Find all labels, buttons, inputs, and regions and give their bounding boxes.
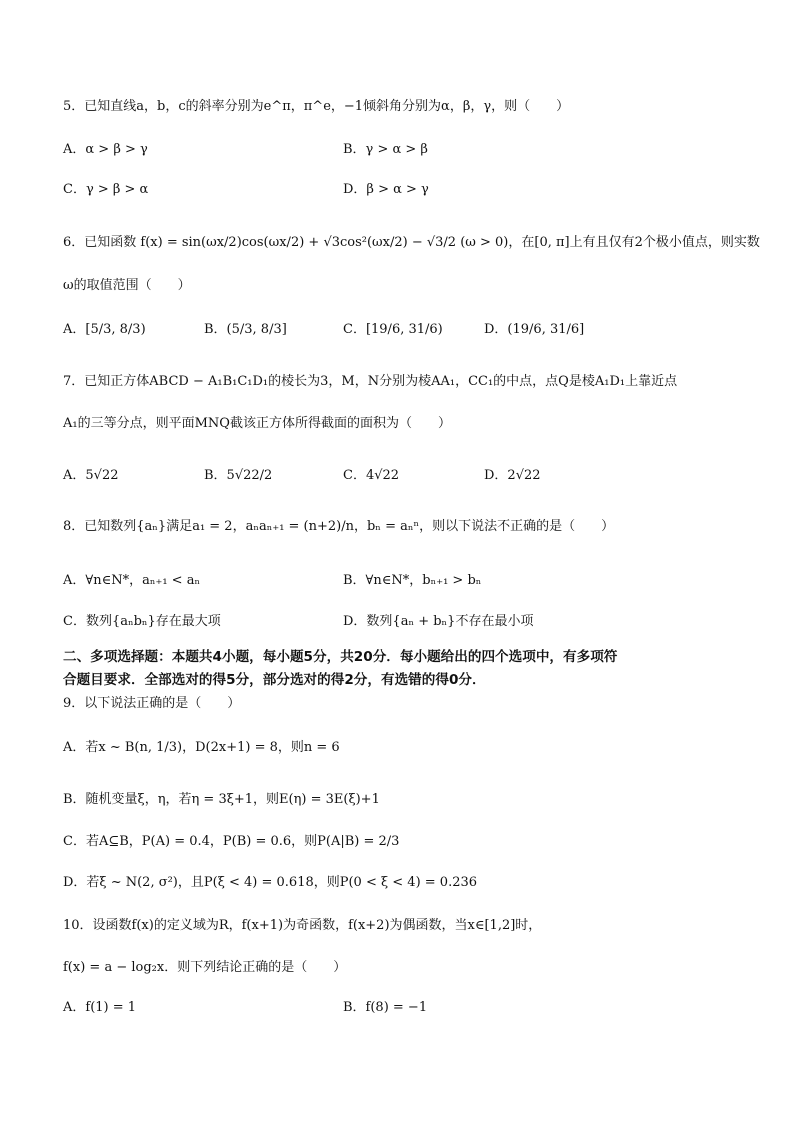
- q7-stem-continued: A₁的三等分点，则平面MNQ截该正方体所得截面的面积为（ ）: [63, 416, 451, 431]
- q8-option-c: C．数列{aₙbₙ}存在最大项: [63, 614, 221, 629]
- q5-option-a: A．α > β > γ: [63, 142, 148, 157]
- q7-stem: 7．已知正方体ABCD − A₁B₁C₁D₁的棱长为3，M，N分别为棱AA₁，CC₁的中点，点Q是棱A₁D₁上靠近点: [63, 374, 678, 389]
- q6-stem-continued: ω的取值范围（ ）: [63, 278, 191, 293]
- q10-stem-continued: f(x) = a − log₂x．则下列结论正确的是（ ）: [63, 960, 347, 975]
- q9-stem: 9．以下说法正确的是（ ）: [63, 696, 241, 711]
- q7-option-a: A．5√22: [63, 468, 119, 483]
- section-heading: 二、多项选择题：本题共4小题，每小题5分，共20分．每小题给出的四个选项中，有多项符: [63, 649, 618, 665]
- section-heading-continued: 合题目要求．全部选对的得5分，部分选对的得2分，有选错的得0分．: [63, 672, 486, 688]
- q9-option-d: D．若ξ ~ N(2, σ²)，且P(ξ < 4) = 0.618，则P(0 < ξ < 4) = 0.236: [63, 875, 478, 890]
- q9-option-c: C．若A⊆B，P(A) = 0.4，P(B) = 0.6，则P(A|B) = 2/3: [63, 834, 400, 849]
- q9-option-b: B．随机变量ξ，η，若η = 3ξ+1，则E(η) = 3E(ξ)+1: [63, 792, 380, 807]
- q8-option-d: D．数列{aₙ + bₙ}不存在最小项: [343, 614, 534, 629]
- q6-option-b: B．(5/3, 8/3]: [204, 322, 287, 337]
- q8-stem: 8．已知数列{aₙ}满足a₁ = 2，aₙaₙ₊₁ = (n+2)/n，bₙ = aₙⁿ，则以下说法不正确的是（ ）: [63, 519, 615, 534]
- q7-option-d: D．2√22: [484, 468, 541, 483]
- q10-option-a: A．f(1) = 1: [63, 1000, 137, 1015]
- q9-option-a: A．若x ~ B(n, 1/3)，D(2x+1) = 8，则n = 6: [63, 740, 340, 755]
- q10-stem: 10．设函数f(x)的定义域为R，f(x+1)为奇函数，f(x+2)为偶函数，当x∈[1,2]时，: [63, 918, 542, 933]
- q10-option-b: B．f(8) = −1: [343, 1000, 428, 1015]
- q6-option-a: A．[5/3, 8/3): [63, 322, 146, 337]
- q6-option-c: C．[19/6, 31/6): [343, 322, 443, 337]
- q5-stem: 5．已知直线a，b，c的斜率分别为e^π，π^e，−1倾斜角分别为α，β，γ，则（ ）: [63, 99, 570, 114]
- q7-option-b: B．5√22/2: [204, 468, 273, 483]
- q5-option-b: B．γ > α > β: [343, 142, 428, 157]
- q7-option-c: C．4√22: [343, 468, 400, 483]
- q5-option-c: C．γ > β > α: [63, 182, 149, 197]
- q6-stem: 6．已知函数 f(x) = sin(ωx/2)cos(ωx/2) + √3cos²(ωx/2) − √3/2 (ω > 0)，在[0, π]上有且仅有2个极小值点，则实数: [63, 235, 760, 250]
- q5-option-d: D．β > α > γ: [343, 182, 429, 197]
- q8-option-b: B．∀n∈N*，bₙ₊₁ > bₙ: [343, 573, 482, 588]
- q6-option-d: D．(19/6, 31/6]: [484, 322, 585, 337]
- q8-option-a: A．∀n∈N*，aₙ₊₁ < aₙ: [63, 573, 201, 588]
